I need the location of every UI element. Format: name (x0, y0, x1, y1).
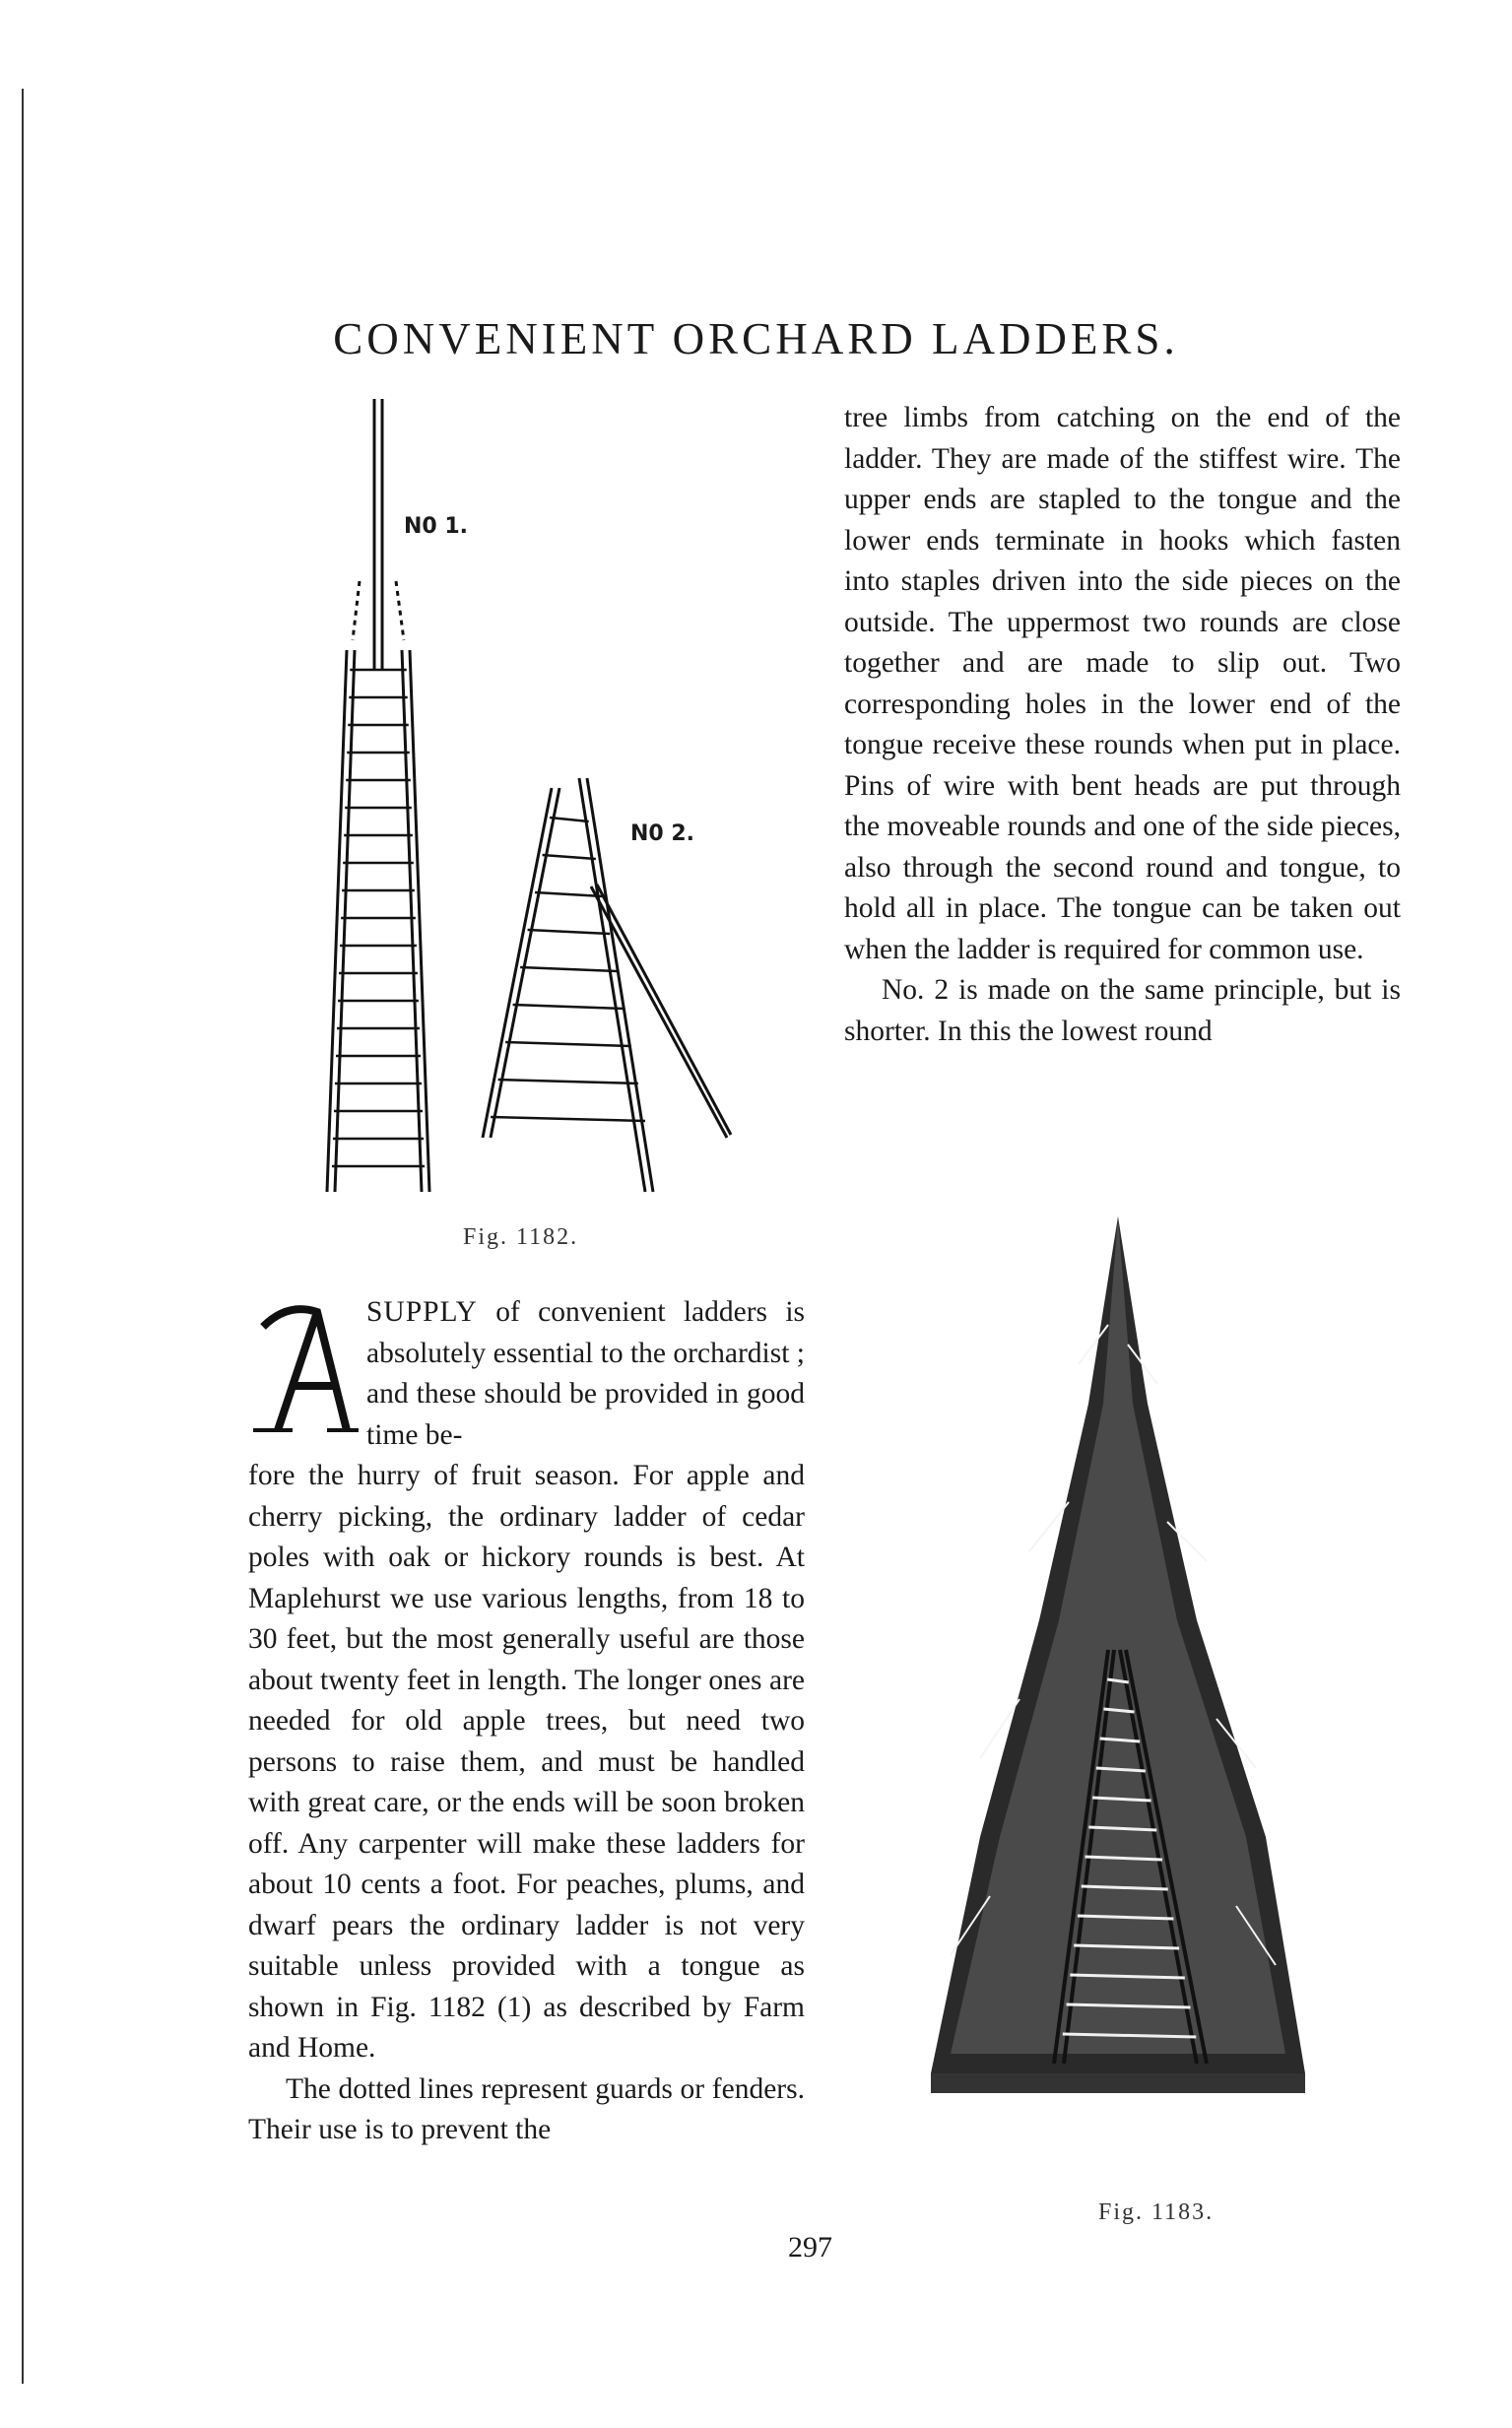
right-column-text (844, 398, 1401, 1052)
left-column-text (248, 1292, 805, 2151)
page-edge-rule (22, 89, 24, 2384)
figure-1182-caption: Fig. 1182. (463, 1224, 579, 1250)
ladder-rung (550, 818, 589, 821)
ladder-rung (520, 967, 617, 971)
paragraph: fore the hurry of fruit season. For apple and cherry picking, the ordinary ladder of cedar poles with oak or hickory rounds is best. At Maplehurst we use various lengths, from 18 to 30 feet, but the most generally useful are those about twenty feet in length. The longer ones are needed for old apple trees, but need two persons to raise them, and must be handled with great care, or the ends will be soon broken off. Any carpenter will make these ladders for about 10 cents a foot. For peaches, plums, and dwarf pears the ordinary ladder is not very suitable unless provided with a tongue as shown in Fig. 1182 (1) as described by Farm and Home. (248, 1460, 805, 2064)
drop-cap (248, 1292, 366, 1442)
ladder-no2-illustration (473, 768, 739, 1202)
paragraph: The dotted lines represent guards or fenders. Their use is to prevent the (248, 2072, 805, 2145)
label-no2: N0 2. (630, 821, 695, 846)
tree-with-ladder-illustration (911, 1207, 1325, 2172)
paragraph-opening-text: of convenient ladders is absolutely essential to the orchardist ; and these should be provided in good time be- (366, 1296, 805, 1451)
paragraph: No. 2 is made on the same principle, but is shorter. In this the lowest round (844, 974, 1401, 1047)
ladder-rung (543, 855, 596, 859)
page-title: CONVENIENT ORCHARD LADDERS. (333, 314, 1179, 363)
drop-cap-letter-a (248, 1302, 362, 1435)
figure-1183-caption: Fig. 1183. (1098, 2199, 1215, 2225)
ladder-rung (491, 1117, 645, 1121)
ladder-rung (528, 930, 611, 934)
page-number: 297 (788, 2231, 832, 2264)
ladder-rung (535, 892, 603, 896)
label-no1: N0 1. (404, 514, 469, 539)
paragraph: tree limbs from catching on the end of the ladder. They are made of the stiffest wire. The upper ends are stapled to the tongue and the lower ends terminate in hooks which fasten into staples driven into the side pieces on the outside. The uppermost two rounds are close together and are made to slip out. Two corresponding holes in the lower end of the tongue receive these rounds when put in place. Pins of wire with bent heads are put through the moveable rounds and one of the side pieces, also through the second round and tongue, to hold all in place. The tongue can be taken out when the ladder is required for common use. (844, 402, 1401, 965)
ladder-rung (498, 1080, 638, 1083)
ladder-rung (513, 1005, 625, 1009)
ladder-rung (505, 1042, 631, 1046)
paragraph-opening (366, 1292, 805, 1456)
lead-word: SUPPLY (366, 1296, 478, 1328)
